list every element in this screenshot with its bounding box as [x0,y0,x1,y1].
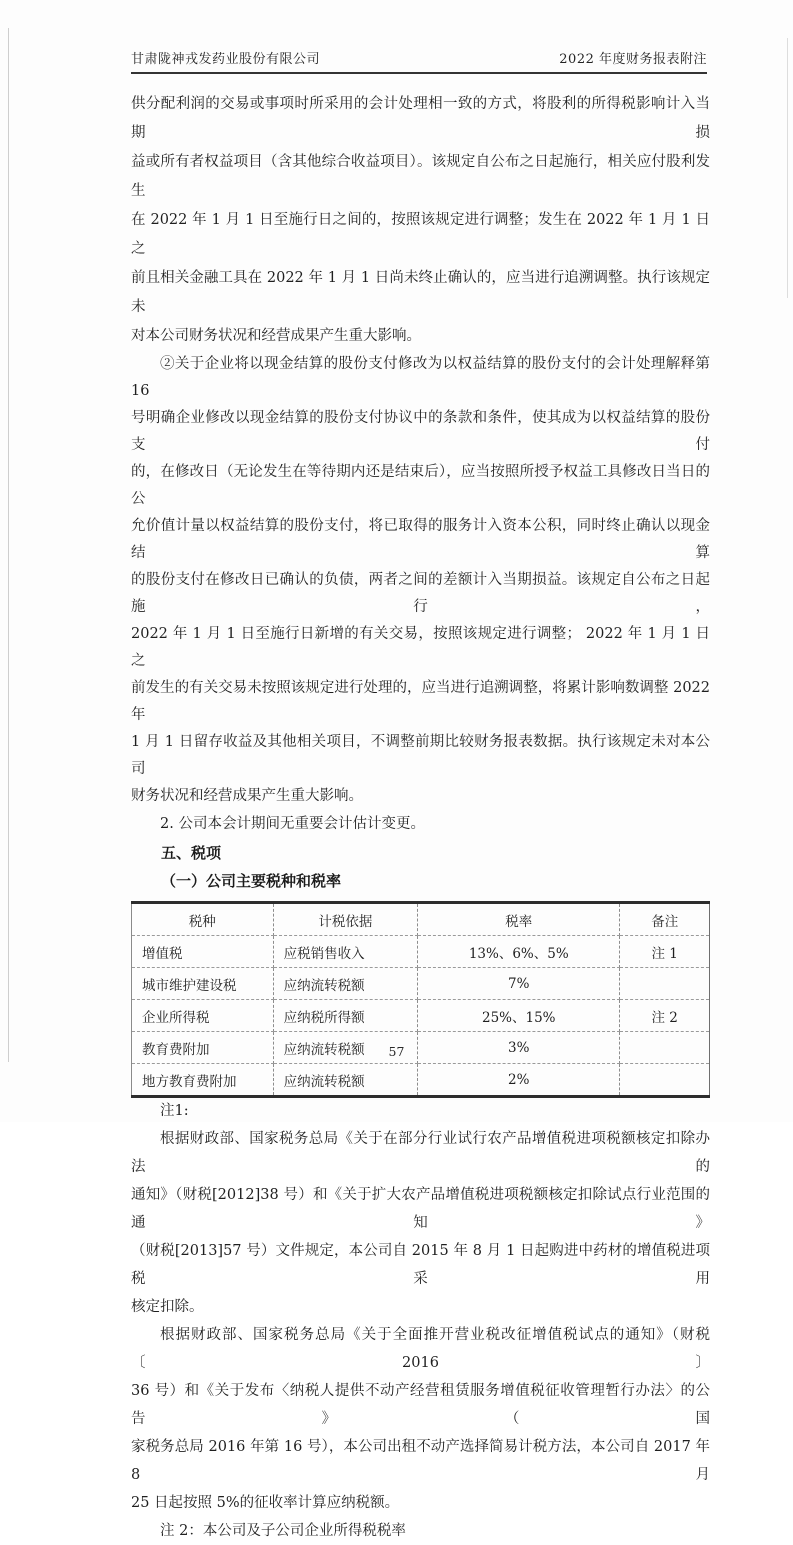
table-header-row [132,903,710,936]
text-line: 核定扣除。 [131,1299,204,1315]
table-body [132,936,710,1097]
table-cell [620,968,710,1000]
page-header [131,48,707,67]
text-line: 供分配利润的交易或事项时所采用的会计处理相一致的方式，将股利的所得税影响计入当期损 [131,96,710,141]
table-cell: 教育费附加 [132,1032,274,1064]
table-cell: 2% [418,1064,620,1097]
text-line: ②关于企业将以现金结算的股份支付修改为以权益结算的股份支付的会计处理解释第 16 [131,356,715,399]
table-cell: 应纳税所得额 [273,1000,418,1032]
text-line: 根据财政部、国家税务总局《关于全面推开营业税改征增值税试点的通知》（财税〔2016〕 [131,1327,710,1371]
table-cell: 注 2 [620,1000,710,1032]
text-line: 前发生的有关交易未按照该规定进行处理的，应当进行追溯调整，将累计影响数调整 2022 年 [131,680,715,723]
text-line: 在 2022 年 1 月 1 日至施行日之间的，按照该规定进行调整；发生在 2022 年 1 月 1 日之 [131,212,710,257]
scan-artifact-left-edge [8,28,9,1062]
table-cell: 增值税 [132,936,274,968]
text-line: 益或所有者权益项目（含其他综合收益项目）。该规定自公布之日起施行，相关应付股利发生 [131,154,710,199]
text-line: 家税务总局 2016 年第 16 号），本公司出租不动产选择简易计税方法，本公司自 2017 年 8 月 [131,1439,715,1483]
table-cell: 注 1 [620,936,710,968]
table-cell [620,1064,710,1097]
table-cell: 城市维护建设税 [132,968,274,1000]
header-rule [131,72,707,74]
text-line: 财务状况和经营成果产生重大影响。 [131,788,363,804]
table-cell: 3% [418,1032,620,1064]
text-line: 25 日起按照 5%的征收率计算应纳税额。 [131,1495,400,1511]
paragraph-dividend-tax-policy [131,90,710,351]
table-cell: 应纳流转税额 [273,968,418,1000]
table-cell: 7% [418,968,620,1000]
note1-label: 注1: [160,1103,189,1119]
text-line: 根据财政部、国家税务总局《关于在部分行业试行农产品增值税进项税额核定扣除办法的 [131,1131,710,1175]
table-header-cell: 税种 [132,903,274,936]
table-header-cell: 备注 [620,903,710,936]
table-cell: 应纳流转税额 [273,1032,418,1064]
table-cell: 应税销售收入 [273,936,418,968]
table-row [132,968,710,1000]
text-line: 允价值计量以权益结算的股份支付，将已取得的服务计入资本公积，同时终止确认以现金结算 [131,518,710,561]
table-cell: 企业所得税 [132,1000,274,1032]
text-line: 36 号）和《关于发布〈纳税人提供不动产经营租赁服务增值税征收管理暂行办法〉的公告》（国 [131,1383,710,1427]
text-line: 前且相关金融工具在 2022 年 1 月 1 日尚未终止确认的，应当进行追溯调整。执行该规定未 [131,270,710,315]
scan-artifact-right-edge [787,38,788,298]
tax-rate-table [131,901,710,1098]
table-cell: 应纳流转税额 [273,1064,418,1097]
page-number: 57 [388,1044,405,1059]
note2-label-income-tax: 注 2：本公司及子公司企业所得税税率 [160,1523,406,1539]
text-line: 号明确企业修改以现金结算的股份支付协议中的条款和条件，使其成为以权益结算的股份支付 [131,410,710,453]
section-heading-taxes: 五、税项 [161,844,222,862]
table-cell: 25%、15% [418,1000,620,1032]
table-cell: 13%、6%、5% [418,936,620,968]
paragraph-share-payment-interpretation [131,351,715,810]
table-row [132,1000,710,1032]
text-line: 通知》（财税[2012]38 号）和《关于扩大农产品增值税进项税额核定扣除试点行业范围的通知》 [131,1187,710,1231]
subsection-heading-main-taxes: （一）公司主要税种和税率 [161,872,342,890]
header-company-name: 甘肃陇神戎发药业股份有限公司 [131,52,321,67]
table-header-cell: 税率 [418,903,620,936]
item-no-estimate-change: 2. 公司本会计期间无重要会计估计变更。 [160,816,425,832]
text-line: 2022 年 1 月 1 日至施行日新增的有关交易，按照该规定进行调整； 2022 年 1 月 1 日之 [131,626,710,669]
text-line: 的，在修改日（无论发生在等待期内还是结束后），应当按照所授予权益工具修改日当日的公 [131,464,710,507]
table-header-cell: 计税依据 [273,903,418,936]
text-line: 的股份支付在修改日已确认的负债，两者之间的差额计入当期损益。该规定自公布之日起施行， [131,572,710,615]
text-line: 对本公司财务状况和经营成果产生重大影响。 [131,328,421,344]
table-row [132,936,710,968]
text-line: （财税[2013]57 号）文件规定，本公司自 2015 年 8 月 1 日起购进中药材的增值税进项税采用 [131,1243,710,1287]
paragraph-note1-property-lease [131,1321,715,1517]
page-content [131,90,715,1545]
header-doc-title: 2022 年度财务报表附注 [559,52,707,67]
paragraph-note1-vat-deduction [131,1125,710,1321]
table-row [132,1064,710,1097]
table-cell: 地方教育费附加 [132,1064,274,1097]
text-line: 1 月 1 日留存收益及其他相关项目，不调整前期比较财务报表数据。执行该规定未对本公司 [131,734,710,777]
